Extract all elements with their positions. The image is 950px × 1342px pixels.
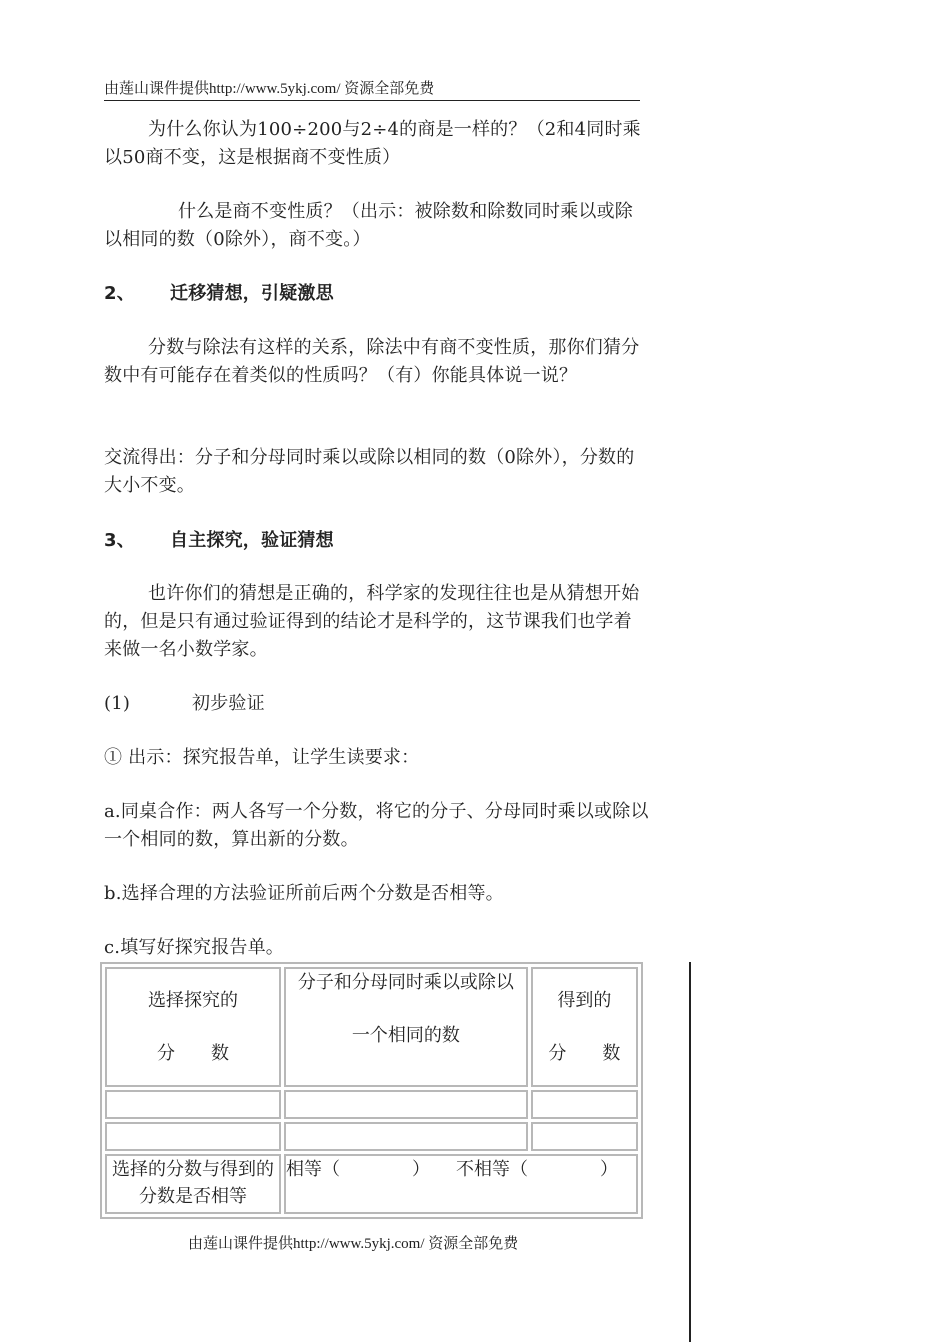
header-text: 得到的: [557, 990, 612, 1011]
margin-line: [689, 962, 691, 1342]
section-title: 自主探究，验证猜想: [170, 530, 334, 551]
requirement-c: c.填写好探究报告单。: [104, 937, 285, 958]
step-heading: [104, 690, 649, 718]
paragraph-quotient-property: 什么是商不变性质？（出示：被除数和除数同时乘以或除以相同的数（0除外），商不变。）: [104, 201, 633, 250]
header-text: 一个相同的数: [351, 1025, 460, 1046]
not-equal-option[interactable]: 不相等（ ）: [456, 1158, 618, 1180]
paragraph-guess: 分数与除法有这样的关系，除法中有商不变性质，那你们猜分数中有可能存在着类似的性质吗？（有）你能具体说一说？: [104, 337, 640, 386]
empty-cell[interactable]: [105, 1090, 281, 1119]
empty-cell[interactable]: [531, 1122, 638, 1151]
table-header-row: [105, 967, 638, 1087]
header-cell-fraction: [105, 967, 281, 1087]
header-cell-result: [531, 967, 638, 1087]
header-text: 选择探究的: [148, 990, 238, 1011]
equal-option[interactable]: 相等（ ）: [286, 1158, 430, 1180]
paragraph-report-intro: ① 出示：探究报告单，让学生读要求：: [104, 747, 420, 768]
comparison-label: 选择的分数与得到的分数是否相等: [105, 1154, 281, 1214]
header-cell-operation: [284, 967, 528, 1087]
empty-cell[interactable]: [531, 1090, 638, 1119]
empty-cell[interactable]: [284, 1090, 528, 1119]
section-heading-3: [104, 527, 649, 555]
report-table: [100, 962, 643, 1219]
page-footer: 由莲山课件提供http://www.5ykj.com/ 资源全部免费: [188, 1236, 519, 1252]
section-title: 迁移猜想，引疑激思: [170, 283, 334, 304]
step-number: (1): [104, 693, 131, 714]
header-text: 分 数: [548, 1043, 621, 1064]
table-row: [105, 1122, 638, 1151]
empty-cell[interactable]: [284, 1122, 528, 1151]
section-number: 3、: [104, 530, 135, 551]
table-row-comparison: [105, 1154, 638, 1214]
paragraph-conclusion: 交流得出：分子和分母同时乘以或除以相同的数（0除外），分数的大小不变。: [104, 447, 635, 496]
section-heading-2: [104, 280, 649, 308]
empty-cell[interactable]: [105, 1122, 281, 1151]
comparison-answer: [284, 1154, 638, 1214]
requirement-b: b.选择合理的方法验证所前后两个分数是否相等。: [104, 883, 504, 904]
header-text: 分子和分母同时乘以或除以: [297, 972, 514, 993]
requirement-a: a.同桌合作：两人各写一个分数，将它的分子、分母同时乘以或除以一个相同的数，算出新的分数。: [104, 801, 649, 850]
paragraph-quotient-question: 为什么你认为100÷200与2÷4的商是一样的？（2和4同时乘以50商不变，这是根据商不变性质）: [104, 119, 641, 168]
step-title: 初步验证: [192, 693, 265, 714]
page-header: 由莲山课件提供http://www.5ykj.com/ 资源全部免费: [104, 77, 640, 101]
table-row: [105, 1090, 638, 1119]
header-text: 分 数: [157, 1043, 229, 1064]
paragraph-scientist: 也许你们的猜想是正确的，科学家的发现往往也是从猜想开始的，但是只有通过验证得到的结论才是科学的，这节课我们也学着来做一名小数学家。: [104, 583, 640, 660]
section-number: 2、: [104, 283, 135, 304]
